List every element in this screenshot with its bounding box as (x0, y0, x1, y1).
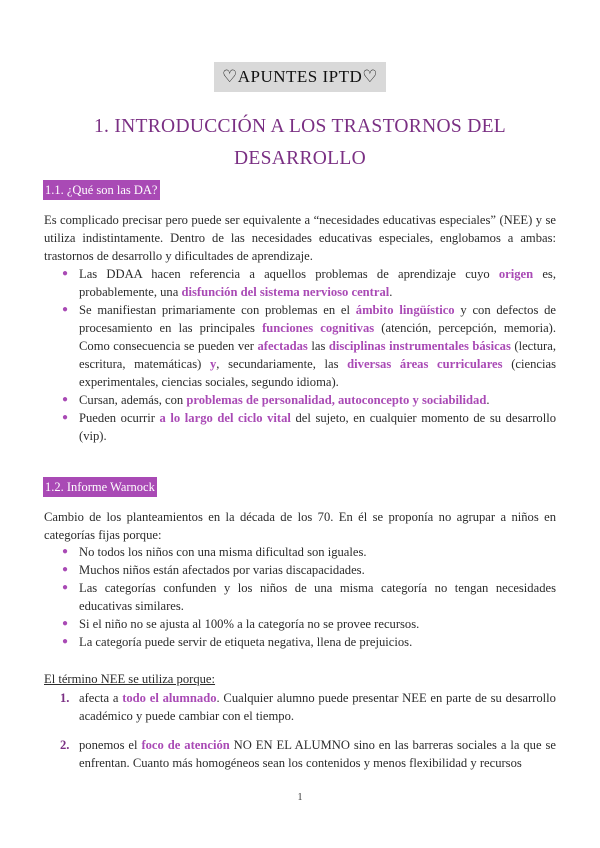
document-title: ♡APUNTES IPTD♡ (214, 62, 386, 92)
list-item: ● Si el niño no se ajusta al 100% a la categoría no se provee recursos. (62, 617, 420, 631)
chapter-heading-line-1: 1. INTRODUCCIÓN A LOS TRASTORNOS DEL (93, 116, 507, 137)
bullet-icon: ● (62, 546, 69, 557)
chapter-heading-line-2: DESARROLLO (234, 148, 366, 169)
section-1-2-bullet-list (60, 543, 556, 651)
list-item: 1. afecta a todo el alumnado. Cualquier alumno puede presentar NEE en parte de su desarrollo académico y puede cambiar con el tiempo. (60, 691, 556, 723)
section-1-2-intro: Cambio de los planteamientos en la década de los 70. En él se proponía no agrupar a niños en categorías fijas porque: (44, 510, 556, 542)
list-item: ● Pueden ocurrir a lo largo del ciclo vital del sujeto, en cualquier momento de su desarrollo (vip). (62, 411, 556, 443)
bullet-icon: ● (62, 412, 69, 423)
nee-label: El término NEE se utiliza porque: (44, 672, 216, 686)
list-item: ● No todos los niños con una misma dificultad son iguales. (62, 545, 367, 559)
bullet-icon: ● (62, 582, 69, 593)
list-item: 2. ponemos el foco de atención NO EN EL ALUMNO sino en las barreras sociales a la que se enfrentan. Cuanto más homogéneos sean los contenidos y menos flexibilidad y recursos (60, 738, 556, 770)
bullet-icon: ● (62, 304, 69, 315)
page-number: 1 (297, 792, 303, 803)
list-item: ● La categoría puede servir de etiqueta negativa, llena de prejuicios. (62, 635, 413, 649)
bullet-icon: ● (62, 268, 69, 279)
section-1-1-bullet-list (60, 265, 556, 445)
list-item: ● Muchos niños están afectados por varias discapacidades. (62, 563, 365, 577)
section-1-1-intro: Es complicado precisar pero puede ser equivalente a “necesidades educativas especiales” (NEE) y se utiliza indistintamente. Dentro de las necesidades educativas especiales, englobamos a ambas: trastornos de desarrollo y dificultades de aprendizaje. (44, 213, 556, 263)
list-item: ● Se manifiestan primariamente con problemas en el ámbito lingüístico y con defectos de procesamiento en las principales funciones cognitivas (atención, percepción, memoria). Como consecuencia se pueden ver afectadas las disciplinas instrumentales básicas (lectura, escritura, matemáticas) y, secundariamente, las diversas áreas curriculares (ciencias experimentales, ciencias sociales, segundo idioma). (62, 303, 557, 389)
list-number: 1. (60, 691, 70, 705)
list-number: 2. (60, 738, 70, 752)
nee-numbered-list-2 (60, 736, 556, 772)
nee-numbered-list (60, 689, 556, 725)
bullet-icon: ● (62, 564, 69, 575)
list-item: ● Las categorías confunden y los niños de una misma categoría no tengan necesidades educativas similares. (62, 581, 556, 613)
section-heading-1-2: 1.2. Informe Warnock (43, 477, 157, 497)
bullet-icon: ● (62, 636, 69, 647)
section-heading-1-1: 1.1. ¿Qué son las DA? (43, 180, 160, 200)
bullet-icon: ● (62, 618, 69, 629)
list-item: ● Las DDAA hacen referencia a aquellos problemas de aprendizaje cuyo origen es, probablemente, una disfunción del sistema nervioso central. (62, 267, 556, 299)
list-item: ● Cursan, además, con problemas de personalidad, autoconcepto y sociabilidad. (62, 393, 490, 407)
bullet-icon: ● (62, 394, 69, 405)
